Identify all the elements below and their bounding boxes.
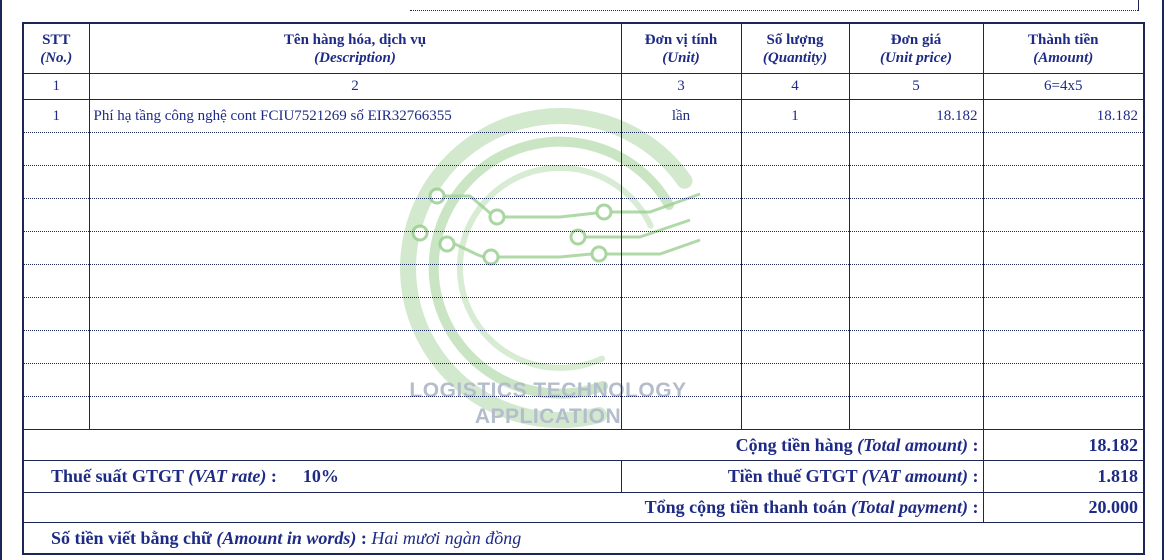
col-header-amount-vi: Thành tiền [1028, 31, 1099, 48]
empty-cell [983, 364, 1144, 397]
empty-cell [23, 397, 89, 430]
empty-row [23, 133, 1144, 166]
label-separator: : [972, 497, 979, 517]
empty-cell [23, 199, 89, 232]
vat-amount-label [621, 461, 983, 493]
label-separator: : [360, 527, 367, 548]
total-payment-row [23, 493, 1144, 523]
signature-box-edge [1138, 0, 1139, 11]
empty-cell [89, 397, 621, 430]
empty-cell [89, 232, 621, 265]
empty-cell [849, 298, 983, 331]
col-header-amount [983, 23, 1144, 74]
total-amount-row [23, 430, 1144, 461]
empty-cell [741, 199, 849, 232]
watermark-text-line1: LOGISTICS TECHNOLOGY [409, 379, 687, 402]
empty-cell [621, 364, 741, 397]
empty-cell [983, 397, 1144, 430]
label-separator: : [972, 434, 979, 455]
empty-cell [621, 166, 741, 199]
empty-cell [983, 133, 1144, 166]
column-index: 3 [621, 74, 741, 100]
total-amount-label-vi: Cộng tiền hàng [735, 434, 853, 455]
empty-cell [741, 133, 849, 166]
empty-cell [621, 199, 741, 232]
empty-cell [983, 232, 1144, 265]
item-description: Phí hạ tầng công nghệ cont FCIU7521269 số EIR32766355 [89, 100, 621, 133]
vat-amount-label-vi: Tiền thuế GTGT [727, 466, 858, 486]
empty-cell [23, 364, 89, 397]
column-index: 1 [23, 74, 89, 100]
empty-cell [983, 331, 1144, 364]
invoice-items-table [22, 22, 1145, 555]
empty-cell [741, 166, 849, 199]
empty-row [23, 397, 1144, 430]
total-payment-label-vi: Tổng cộng tiền thanh toán [644, 497, 847, 517]
empty-cell [89, 298, 621, 331]
total-amount-label [23, 430, 983, 461]
col-header-unit-vi: Đơn vị tính [644, 31, 718, 48]
column-index: 2 [89, 74, 621, 100]
empty-cell [983, 166, 1144, 199]
empty-cell [23, 166, 89, 199]
column-index-row [23, 74, 1144, 100]
col-header-quantity-vi: Số lượng [766, 31, 824, 48]
col-header-unit-en: (Unit) [662, 49, 700, 66]
watermark-text-line2: APPLICATION [474, 405, 622, 428]
vat-rate-label-vi: Thuế suất GTGT [51, 466, 184, 486]
amount-in-words-label-en: (Amount in words) [216, 527, 357, 548]
empty-cell [849, 232, 983, 265]
item-no: 1 [23, 100, 89, 133]
item-row [23, 100, 1144, 133]
label-separator: : [270, 466, 277, 486]
empty-cell [849, 331, 983, 364]
total-amount-label-en: (Total amount) [857, 434, 968, 455]
column-index: 6=4x5 [983, 74, 1144, 100]
col-header-amount-en: (Amount) [1033, 49, 1094, 66]
col-header-unit-price-en: (Unit price) [879, 49, 953, 66]
empty-cell [89, 331, 621, 364]
amount-in-words-label-vi: Số tiền viết bằng chữ [51, 527, 212, 548]
empty-cell [741, 298, 849, 331]
total-payment-value: 20.000 [983, 493, 1144, 523]
empty-row [23, 331, 1144, 364]
col-header-description [89, 23, 621, 74]
empty-cell [983, 265, 1144, 298]
empty-cell [89, 166, 621, 199]
amount-in-words-row [23, 523, 1144, 555]
label-separator: : [972, 466, 979, 486]
empty-cell [89, 265, 621, 298]
signature-dotted-line [410, 10, 1138, 11]
vat-rate-value: 10% [302, 466, 339, 486]
empty-cell [621, 232, 741, 265]
col-header-quantity [741, 23, 849, 74]
item-unit-price: 18.182 [849, 100, 983, 133]
empty-cell [89, 133, 621, 166]
header-row [23, 23, 1144, 74]
item-amount: 18.182 [983, 100, 1144, 133]
total-payment-label [23, 493, 983, 523]
empty-cell [849, 265, 983, 298]
empty-cell [849, 199, 983, 232]
amount-in-words-cell [23, 523, 1144, 555]
empty-row [23, 364, 1144, 397]
page-frame-right [1162, 0, 1164, 560]
empty-row [23, 232, 1144, 265]
column-index: 5 [849, 74, 983, 100]
column-index: 4 [741, 74, 849, 100]
empty-cell [741, 265, 849, 298]
empty-cell [621, 265, 741, 298]
empty-cell [741, 364, 849, 397]
col-header-description-en: (Description) [314, 49, 396, 66]
empty-cell [741, 232, 849, 265]
empty-row [23, 265, 1144, 298]
vat-amount-value: 1.818 [983, 461, 1144, 493]
empty-cell [849, 364, 983, 397]
item-unit: lần [621, 100, 741, 133]
empty-cell [849, 397, 983, 430]
col-header-unit [621, 23, 741, 74]
empty-cell [849, 133, 983, 166]
empty-cell [741, 331, 849, 364]
empty-cell [23, 265, 89, 298]
empty-cell [621, 331, 741, 364]
empty-cell [621, 133, 741, 166]
col-header-description-vi: Tên hàng hóa, dịch vụ [283, 31, 427, 48]
empty-row [23, 166, 1144, 199]
item-quantity: 1 [741, 100, 849, 133]
col-header-no-en: (No.) [40, 49, 73, 66]
empty-cell [89, 364, 621, 397]
empty-cell [849, 166, 983, 199]
col-header-unit-price [849, 23, 983, 74]
empty-cell [23, 298, 89, 331]
empty-cell [621, 298, 741, 331]
vat-rate-cell [23, 461, 621, 493]
empty-cell [983, 298, 1144, 331]
vat-rate-label-en: (VAT rate) [188, 466, 267, 486]
total-payment-label-en: (Total payment) [851, 497, 968, 517]
empty-cell [23, 232, 89, 265]
total-amount-value: 18.182 [983, 430, 1144, 461]
empty-cell [741, 397, 849, 430]
col-header-quantity-en: (Quantity) [762, 49, 828, 66]
empty-cell [89, 199, 621, 232]
empty-cell [23, 331, 89, 364]
col-header-no-vi: STT [42, 31, 71, 48]
col-header-no [23, 23, 89, 74]
empty-row [23, 199, 1144, 232]
vat-amount-label-en: (VAT amount) [861, 466, 968, 486]
amount-in-words-value: Hai mươi ngàn đồng [371, 527, 522, 548]
col-header-unit-price-vi: Đơn giá [890, 31, 942, 48]
page-frame-left [0, 0, 2, 560]
empty-row [23, 298, 1144, 331]
vat-row [23, 461, 1144, 493]
empty-cell [983, 199, 1144, 232]
empty-cell [621, 397, 741, 430]
empty-cell [23, 133, 89, 166]
